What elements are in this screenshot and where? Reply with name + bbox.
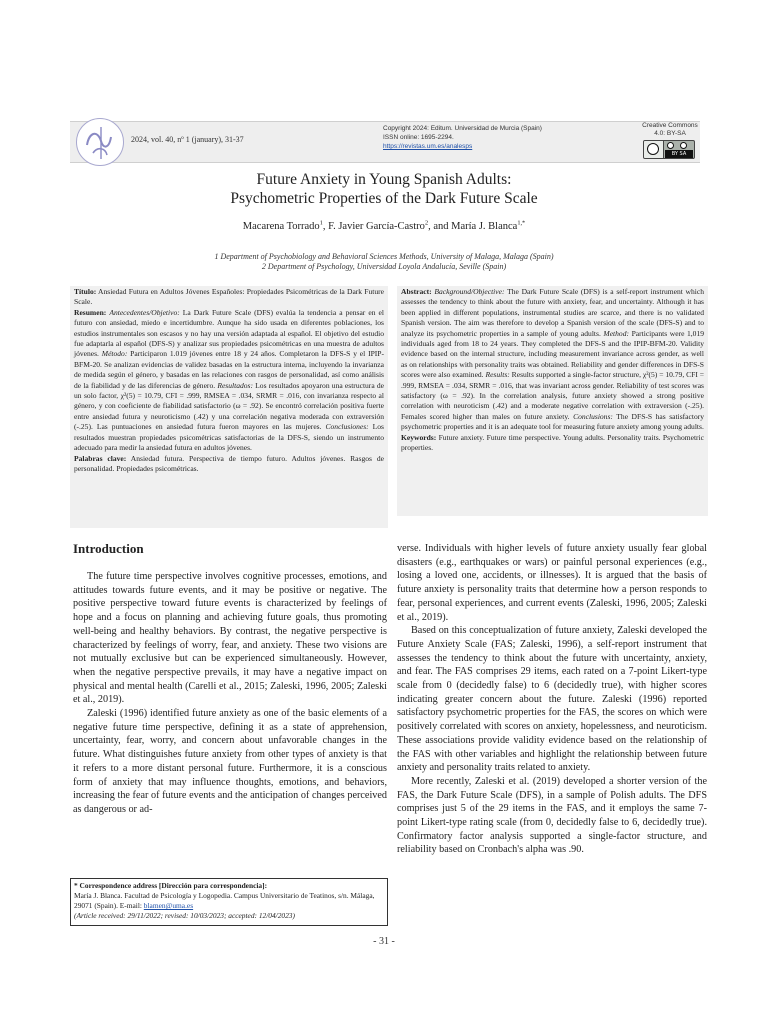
section-heading-introduction: Introduction [73,541,144,556]
author-name: , and María J. Blanca [428,221,518,232]
author-list [70,221,698,232]
license-line-2: 4.0: BY-SA [654,130,686,137]
label: Resumen: [74,307,107,317]
text: Ansiedad futura. Perspectiva de tiempo futuro. Adultos jóvenes. Rasgos de personalidad. Propiedades psicométricas. [74,453,384,473]
body-column-left [73,570,387,817]
license-text [628,122,712,138]
author-affil-mark: 1,* [517,219,526,227]
label: Antecedentes/Objetivo: [109,307,180,317]
label: Conclusiones: [325,422,369,432]
cc-by-sa-icon[interactable] [643,140,695,159]
label: Abstract: [401,287,432,296]
text: Ansiedad Futura en Adultos Jóvenes Españoles: Propiedades Psicométricas de la Dark Future Scale. [74,287,384,307]
journal-citation: 2024, vol. 40, nº 1 (january), 31-37 [131,135,244,144]
copyright-block [383,124,542,151]
cc-badge-label: BY SA [665,150,693,158]
copyright-text: Copyright 2024: Editum. Universidad de Murcia (Spain) [383,125,542,132]
label: Results: [485,370,510,380]
text: The DFS-S has satisfactory psychometric properties and it is an adequate tool for measuring future anxiety among young adults. [401,411,705,432]
author-affil-mark: 1 [319,219,323,227]
label: Método: [101,349,128,359]
text: Participants were 1,019 individuals aged from 18 to 24 years. They completed the DFS-S and the IPIP-BFM-20. Validity evidence based on the internal structure, including measurement invariance across gender, as well as on relationships with personality traits was obtained. Reliability and gender differences in DFS-S scores were also examined. [401,328,704,380]
text: Results supported a single-factor structure, χ²(5) = 10.79, CFI = .999, RMSEA = .034, SRMR = .016, that was invariant across gender. Reliability of test scores was satisfactory (ω = .92). In the correlation analysis, future anxiety showed a strong positive correlation with neuroticism (.42) and a moderate negative correlation with extraversion (-.25). Females scored higher than males on future anxiety. [401,370,704,421]
affiliation-2: 2 Department of Psychology, Universidad Loyola Andalucía, Seville (Spain) [261,262,507,271]
correspondence-address: María J. Blanca. Facultad de Psicología y Logopedia. Campus Universitario de Teatinos, s/n. Málaga, 29071 (Spain). E-mail: [74,891,375,910]
journal-logo-icon [77,119,123,165]
paragraph: verse. Individuals with higher levels of future anxiety usually fear global disasters (e.g., earthquakes or wars) or painful personal experiences (e.g., losing a loved one, accidents, or illnesses). It is argued that the basis of future anxiety is personality traits that determine how a person responds to fear, personal experiences, and current events (Zaleski, 1996, 2005; Zaleski et al., 2019). [397,543,707,623]
label: Resultados: [217,380,253,390]
author-name: Macarena Torrado [242,221,320,232]
by-person-icon [667,142,674,149]
paragraph: Based on this conceptualization of future anxiety, Zaleski developed the Future Anxiety Scale (FAS; Zaleski, 1996), a self-report instrument that assesses the tendency to think about the future with uncertainty, anxiety, and fear. The FAS comprises 29 items, each rated on a 7-point Likert-type scale from 0 (decidedly false) to 6 (decidedly true), with higher scores indicating greater concern about the future. Zaleski (1996) reported satisfactory psychometric properties for the FAS, the scores on which were positively correlated with scores on anxiety, hopelessness, and neuroticism. These associations provide validity evidence based on the relationship of the FAS with other variables and highlight the relationship between future anxiety and personality traits related to anxiety. [397,625,707,774]
article-history: (Article received: 29/11/2022; revised: 10/03/2023; accepted: 12/04/2023) [74,911,295,920]
paragraph: More recently, Zaleski et al. (2019) developed a shorter version of the FAS, the Dark Future Scale (DFS), in a sample of Polish adults. The DFS comprises just 5 of the 29 items in the FAS, and it employs the same 7-point Likert-type rating scale (from 0, decidedly false to 6, decidedly true). Confirmatory factor analysis supported a single-factor structure, and reliability based on Cronbach's alpha was .90. [397,775,707,856]
affiliation-1: 1 Department of Psychobiology and Behavioral Sciences Methods, University of Malaga, Malaga (Spain) [214,252,554,261]
license-line-1: Creative Commons [642,122,698,129]
text: Future anxiety. Future time perspective. Young adults. Personality traits. Psychometric properties. [401,432,704,453]
label: Background/Objective: [434,287,505,296]
cc-circle-icon [647,143,659,155]
label: Palabras clave: [74,453,127,463]
paragraph: The future time perspective involves cognitive processes, emotions, and attitudes towards future events, and it may be positive or negative. The positive perspective toward future events is characterized by feelings of hope and a focus on planning and achieving future goals, thus promoting well-being and healthy behaviors. By contrast, the negative perspective is characterized by feelings of worry, fear, and anxiety. These two visions are not mutually exclusive but can be experienced simultaneously. However, when the negative perspective prevails, it may have a negative impact on physical and mental health (Carelli et al., 2015; Zaleski, 1996, 2005; Zaleski et al., 2019). [73,571,387,706]
article-title [70,170,698,208]
abstract-english [397,286,708,516]
paragraph: Zaleski (1996) identified future anxiety as one of the basic elements of a negative future time perspective, defining it as a state of apprehension, uncertainty, fear, worry, and concern about unfavorable changes in the future. What distinguishes future anxiety from other types of anxiety is that it refers to a more distant personal future. Furthermore, it is a conscious form of anxiety that may influence thoughts, emotions, and behaviors, increasing the fear of future events and the anticipation of changes perceived as dangerous or ad- [73,708,387,815]
affiliations [70,252,698,272]
correspondence-box [70,878,388,926]
title-line-1: Future Anxiety in Young Spanish Adults: [256,171,512,188]
text: The Dark Future Scale (DFS) is a self-report instrument which assesses the tendency to think about the future with anxiety, fear, and uncertainty. Although it has been applied in different populations, instrumental studies are scarce, and there is no validated Spanish version. The aim was therefore to develop a Spanish version of the scale (DFS-S) and to analyze its psychometric properties in a sample of young adults. [401,287,704,338]
abstract-spanish [70,286,388,528]
text: Los resultados muestran propiedades psicométricas satisfactorias de la DFS-S, siendo un instrumento adecuado para medir la ansiedad futura en adultos jóvenes. [74,422,384,453]
email-link[interactable]: blamen@uma.es [143,901,194,910]
body-column-right [397,542,707,857]
journal-logo [76,118,124,166]
title-line-2: Psychometric Properties of the Dark Future Scale [230,190,538,207]
text: Participaron 1.019 jóvenes entre 18 y 24 años. Completaron la DFS-S y el IPIP-BFM-20. Se analizan evidencias de validez basadas en la estructura interna, incluyendo la invarianza de medida según el género, y basadas en las relaciones con rasgos de personalidad, así como análisis de la fiabilidad y de las diferencias de género. [74,349,385,390]
text: La Dark Future Scale (DFS) evalúa la tendencia a pensar en el futuro con ansiedad, miedo e incertidumbre. Aunque ha sido usada en diferentes poblaciones, los estudios instrumentales son escasos y no hay una versión adaptada al español. El objetivo del estudio fue adaptarla al español (DFS-S) y analizar sus propiedades psicométricas en una muestra de adultos jóvenes. [74,307,384,359]
author-affil-mark: 2 [424,219,429,227]
label: Method: [603,328,629,338]
cc-logo-area [644,141,664,158]
label: Título: [74,287,97,296]
correspondence-heading: * Correspondence address [Dirección para correspondencia]: [74,881,268,890]
sa-share-icon [680,142,687,149]
text: Los resultados apoyaron una estructura de un solo factor, χ²(5) = 10.79, CFI = .999, RMSEA = .034, SRMR = .016, con invarianza respecto al género, y con coeficiente de fiabilidad satisfactorio (ω = .92). Se encontró correlación positiva fuerte entre ansiedad futura y neuroticismo (.42) y una correlación negativa moderada con extraversión (-.25). Las puntuaciones en ansiedad futura fueron mayores en las mujeres. [74,380,385,432]
journal-url-link[interactable]: https://revistas.um.es/analesps [383,143,473,150]
author-name: , F. Javier García-Castro [322,221,425,232]
page-number: - 31 - [373,936,395,947]
label: Keywords: [401,432,437,442]
label: Conclusions: [573,411,613,421]
issn-text: ISSN online: 1695-2294. [383,134,454,141]
